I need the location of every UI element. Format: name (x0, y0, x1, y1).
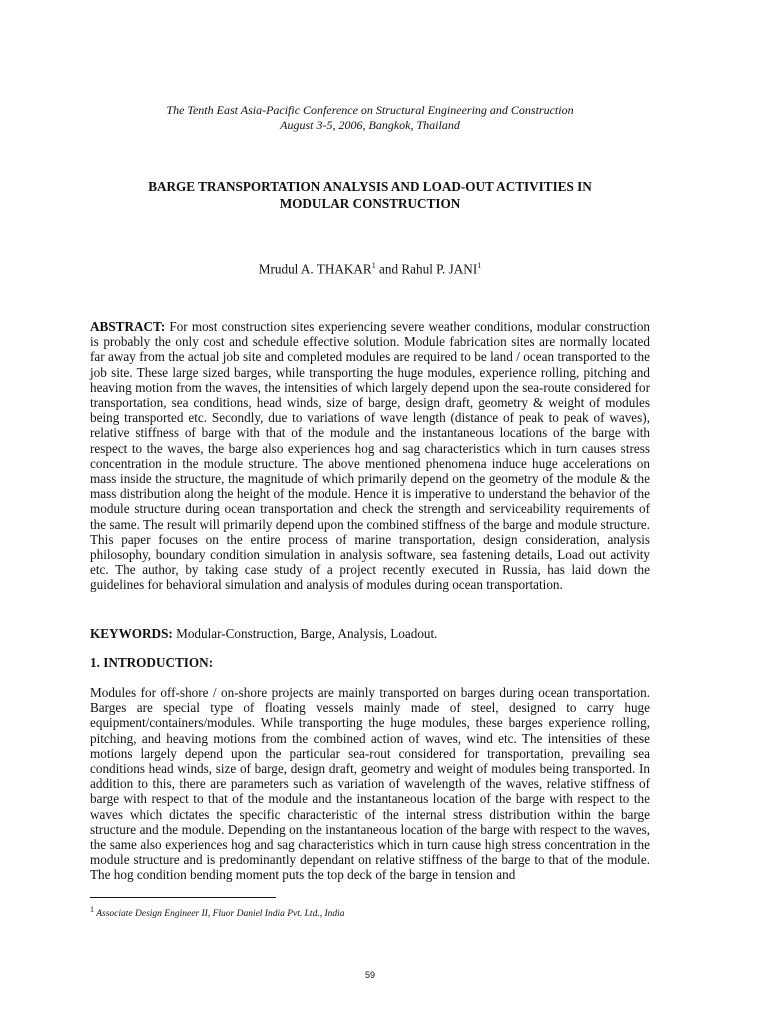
footnote-text: Associate Design Engineer II, Fluor Daniel India Pvt. Ltd., India (96, 909, 345, 920)
conference-header (90, 103, 650, 133)
page-number: 59 (364, 970, 375, 980)
keywords (90, 626, 650, 641)
footnote (90, 905, 650, 919)
conference-date-location: August 3-5, 2006, Bangkok, Thailand (280, 118, 460, 132)
author-list (90, 258, 650, 277)
conference-name: The Tenth East Asia-Pacific Conference on Structural Engineering and Construction (166, 103, 574, 117)
author-1-affiliation-marker: 1 (371, 261, 376, 270)
author-2-affiliation-marker: 1 (477, 261, 482, 270)
abstract-label: ABSTRACT: (90, 319, 166, 334)
introduction-heading: 1. INTRODUCTION: (90, 655, 214, 670)
footnote-divider (90, 897, 276, 898)
paper-page (90, 0, 650, 1024)
keywords-label: KEYWORDS: (90, 626, 173, 641)
abstract (90, 319, 650, 593)
abstract-text: For most construction sites experiencing severe weather conditions, modular construction is probably the only cost and schedule effective solution. Module fabrication sites are normally located far away from the actual job site and completed modules are required to be land / ocean transported to the job site. These large sized barges, while transporting the huge modules, experience rolling, pitching and heaving motion from the waves, the intensities of which largely depend upon the sea-route considered for transportation, sea conditions, head winds, size of barge, design draft, geometry & weight of modules being transported etc. Secondly, due to variations of wave length (distance of peak to peak of waves), relative stiffness of barge with that of the module and the instantaneous locations of the barge with respect to the waves, the barge also experiences hog and sag characteristics which in turn causes stress concentration in the module structure. The above mentioned phenomena induce huge accelerations on mass inside the structure, the magnitude of which primarily depend on the geometry of the module & the mass distribution along the height of the module. Hence it is imperative to understand the behavior of the module structure during ocean transportation and check the strength and serviceability requirements of the same. The result will primarily depend upon the combined stiffness of the barge and module structure. This paper focuses on the entire process of marine transportation, design consideration, analysis philosophy, boundary condition simulation in analysis software, sea fastening details, Load out activity etc. The author, by taking case study of a project recently executed in Russia, has laid down the guidelines for behavioral simulation and analysis of modules during ocean transportation. (90, 319, 651, 593)
keywords-text: Modular-Construction, Barge, Analysis, Loadout. (176, 626, 438, 641)
author-connector: and (375, 261, 402, 277)
footnote-marker: 1 (90, 905, 94, 914)
introduction-text: Modules for off-shore / on-shore projects are mainly transported on barges during ocean transportation. Barges are special type of floating vessels mainly made of steel, designed to carry huge equipment/containers/modules. While transporting the huge modules, these barges experience rolling, pitching, and heaving motions from the combined action of waves, wind etc. The intensities of these motions largely depend upon the particular sea-rout considered for transportation, prevailing sea conditions head winds, size of barge, design draft, geometry and weight of modules being transported. In addition to this, there are parameters such as variation of wavelength of the waves, relative stiffness of barge with respect to that of the module and the instantaneous location of the barge with respect to the waves which dictates the specific characteristic of the internal stress distribution within the barge structure and the module. Depending on the instantaneous location of the barge with respect to the waves, the same also experiences hog and sag characteristics which in turn cause high stress concentration in the module structure and is predominantly dependant on relative stiffness of the barge to that of the module. The hog condition bending moment puts the top deck of the barge in tension and (90, 685, 650, 883)
author-1: Mrudul A. THAKAR (258, 261, 372, 277)
title-line-1: BARGE TRANSPORTATION ANALYSIS AND LOAD-OUT ACTIVITIES IN (148, 179, 592, 194)
title-line-2: MODULAR CONSTRUCTION (279, 196, 461, 211)
author-2: Rahul P. JANI (401, 261, 478, 277)
paper-title (90, 178, 650, 212)
